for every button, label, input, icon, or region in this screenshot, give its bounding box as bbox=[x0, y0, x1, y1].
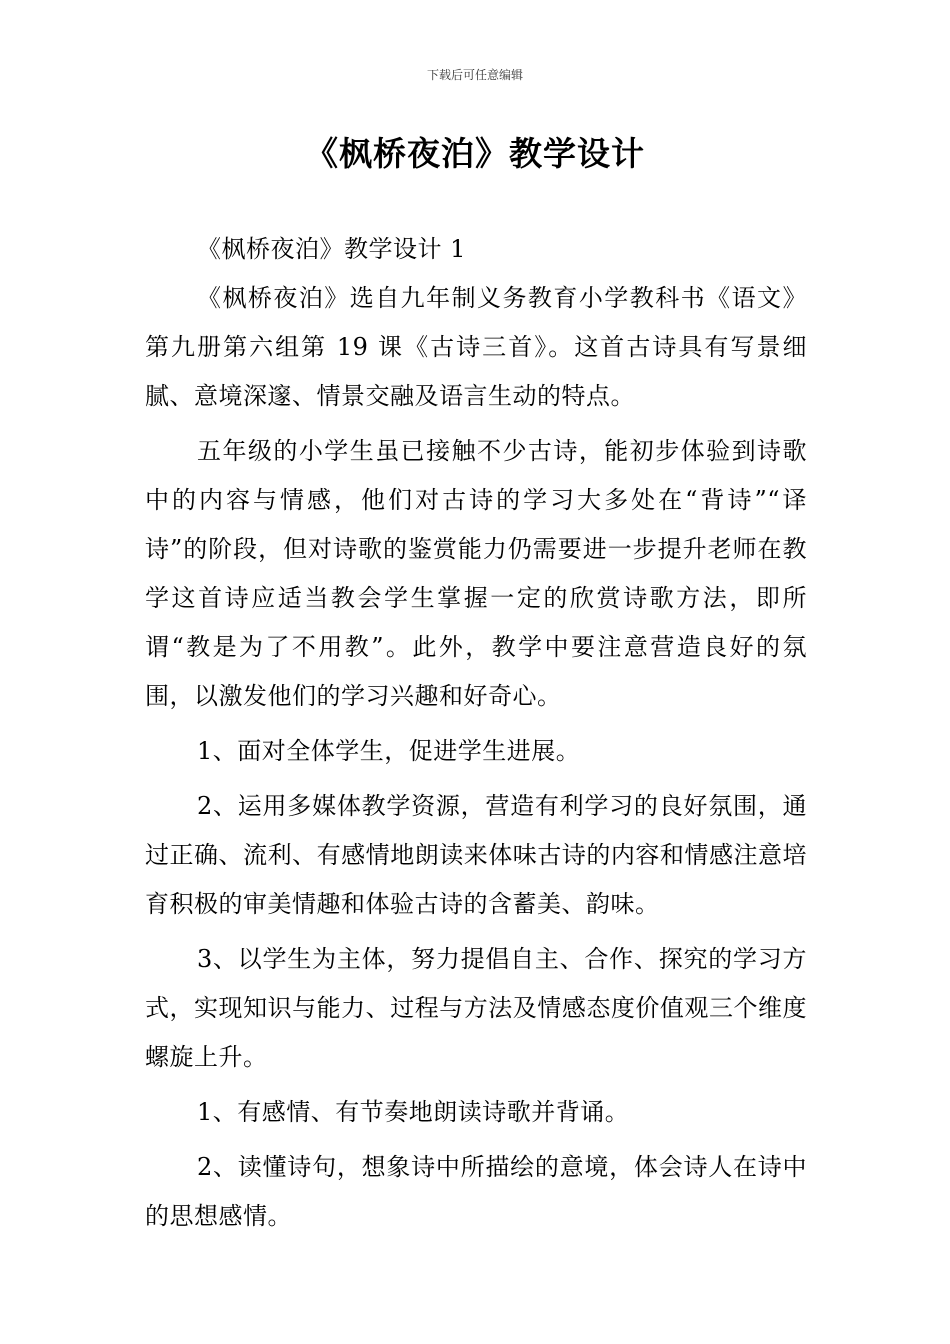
paragraph: 《枫桥夜泊》选自九年制义务教育小学教科书《语文》第九册第六组第 19 课《古诗三首》。这首古诗具有写景细腻、意境深邃、情景交融及语言生动的特点。 bbox=[145, 284, 807, 410]
header-note: 下载后可任意编辑 bbox=[426, 68, 523, 82]
section-subtitle: 《枫桥夜泊》教学设计 1 bbox=[197, 235, 466, 263]
list-item: 1、面对全体学生，促进学生进展。 bbox=[197, 737, 581, 765]
list-item: 2、运用多媒体教学资源，营造有利学习的良好氛围，通过正确、流利、有感情地朗读来体味古诗的内容和情感注意培育积极的审美情趣和体验古诗的含蓄美、韵味。 bbox=[145, 792, 807, 918]
paragraph: 五年级的小学生虽已接触不少古诗，能初步体验到诗歌中的内容与情感，他们对古诗的学习大多处在“背诗”“译诗”的阶段，但对诗歌的鉴赏能力仍需要进一步提升老师在教学这首诗应适当教会学生掌握一定的欣赏诗歌方法，即所谓“教是为了不用教”。此外，教学中要注意营造良好的氛围，以激发他们的学习兴趣和好奇心。 bbox=[145, 437, 807, 710]
list-item: 1、有感情、有节奏地朗读诗歌并背诵。 bbox=[197, 1098, 630, 1126]
list-item: 2、读懂诗句，想象诗中所描绘的意境，体会诗人在诗中的思想感情。 bbox=[145, 1153, 807, 1230]
document-title: 《枫桥夜泊》教学设计 bbox=[305, 134, 645, 173]
list-item: 3、以学生为主体，努力提倡自主、合作、探究的学习方式，实现知识与能力、过程与方法及情感态度价值观三个维度螺旋上升。 bbox=[145, 945, 807, 1071]
document-body bbox=[145, 225, 807, 1247]
